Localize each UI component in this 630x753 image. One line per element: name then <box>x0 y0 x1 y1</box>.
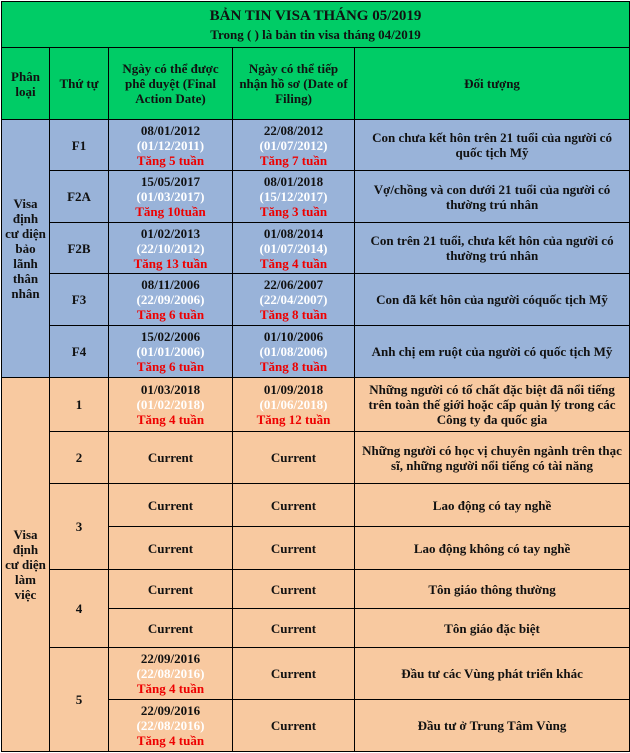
final-action-previous: (01/03/2017) <box>136 189 205 204</box>
filing-previous: (01/07/2012) <box>259 137 328 153</box>
final-action-cell <box>109 378 233 432</box>
table-row <box>2 570 630 609</box>
final-action-increase: Tăng 5 tuần <box>136 152 205 168</box>
table-row <box>2 326 630 378</box>
filing-increase: Tăng 4 tuần <box>259 255 328 271</box>
filing-cell: Current <box>233 648 355 700</box>
header-category: Phân loại <box>2 48 50 120</box>
header-final-action-date: Ngày có thể được phê duyệt (Final Action Date) <box>109 48 233 120</box>
subject-cell: Tôn giáo thông thường <box>355 570 630 609</box>
filing-cell <box>233 120 355 171</box>
subject-cell: Đầu tư các Vùng phát triển khác <box>355 648 630 700</box>
subject-cell: Vợ/chồng và con dưới 21 tuổi của người có thường trú nhân <box>355 171 630 223</box>
final-action-date: 22/09/2016 <box>140 651 201 666</box>
header-order: Thứ tự <box>50 48 109 120</box>
filing-cell <box>233 171 355 223</box>
final-action-cell <box>109 274 233 326</box>
final-action-date: 22/09/2016 <box>140 703 201 718</box>
subject-cell: Con chưa kết hôn trên 21 tuổi của người có quốc tịch Mỹ <box>355 120 630 171</box>
final-action-date: 01/03/2018 <box>140 382 201 397</box>
filing-cell <box>233 274 355 326</box>
bulletin-title: BẢN TIN VISA THÁNG 05/2019 <box>209 7 422 24</box>
filing-cell: Current <box>233 432 355 484</box>
final-action-previous: (01/02/2018) <box>136 397 205 412</box>
final-action-cell <box>109 120 233 171</box>
final-action-increase: Tăng 4 tuần <box>136 412 205 427</box>
order-cell: F3 <box>50 274 109 326</box>
filing-date: 01/09/2018 <box>263 382 324 397</box>
final-action-cell: Current <box>109 609 233 648</box>
final-action-date: 08/01/2012 <box>140 122 201 138</box>
bulletin-subtitle: Trong ( ) là bản tin visa tháng 04/2019 <box>210 26 421 42</box>
final-action-cell: Current <box>109 527 233 570</box>
filing-increase: Tăng 3 tuần <box>259 204 328 219</box>
filing-cell: Current <box>233 484 355 527</box>
filing-cell: Current <box>233 570 355 609</box>
filing-increase: Tăng 8 tuần <box>259 307 328 322</box>
subject-cell: Lao động có tay nghề <box>355 484 630 527</box>
table-row <box>2 223 630 274</box>
order-cell: 2 <box>50 432 109 484</box>
final-action-date: 15/02/2006 <box>140 329 201 344</box>
header-row <box>2 48 630 120</box>
subject-cell: Tôn giáo đặc biệt <box>355 609 630 648</box>
order-cell: F2A <box>50 171 109 223</box>
title-row <box>2 2 630 48</box>
order-cell: 5 <box>50 648 109 752</box>
final-action-cell <box>109 700 233 752</box>
table-row <box>2 274 630 326</box>
final-action-increase: Tăng 10tuần <box>135 204 206 219</box>
final-action-cell <box>109 648 233 700</box>
filing-previous: (15/12/2017) <box>259 189 328 204</box>
filing-increase: Tăng 8 tuần <box>259 359 328 374</box>
subject-cell: Lao động không có tay nghề <box>355 527 630 570</box>
subject-cell: Con trên 21 tuổi, chưa kết hôn của người có thường trú nhân <box>355 223 630 274</box>
filing-previous: (01/06/2018) <box>259 397 328 412</box>
final-action-previous: (01/01/2006) <box>136 344 205 359</box>
filing-date: 22/08/2012 <box>263 122 324 138</box>
filing-cell: Current <box>233 700 355 752</box>
filing-date: 01/08/2014 <box>263 225 324 241</box>
subject-cell: Anh chị em ruột của người có quốc tịch Mỹ <box>355 326 630 378</box>
final-action-previous: (22/10/2012) <box>136 240 205 256</box>
header-subject: Đối tượng <box>355 48 630 120</box>
final-action-date: 15/05/2017 <box>140 174 201 189</box>
final-action-cell: Current <box>109 570 233 609</box>
order-cell: F2B <box>50 223 109 274</box>
subject-cell: Con đã kết hôn của người cóquốc tịch Mỹ <box>355 274 630 326</box>
header-date-of-filing: Ngày có thể tiếp nhận hồ sơ (Date of Filing) <box>233 48 355 120</box>
final-action-cell <box>109 171 233 223</box>
subject-cell: Những người có học vị chuyên ngành trên thạc sĩ, những người nổi tiếng có tài năng <box>355 432 630 484</box>
category-employment: Visa định cư diện làm việc <box>2 378 50 752</box>
filing-previous: (01/08/2006) <box>259 344 328 359</box>
final-action-increase: Tăng 13 tuần <box>133 255 208 271</box>
filing-cell <box>233 326 355 378</box>
table-row <box>2 484 630 527</box>
final-action-previous: (22/09/2006) <box>136 292 205 307</box>
final-action-increase: Tăng 6 tuần <box>136 359 205 374</box>
filing-increase: Tăng 7 tuần <box>259 152 328 168</box>
table-row <box>2 648 630 700</box>
final-action-increase: Tăng 6 tuần <box>136 307 205 322</box>
filing-cell: Current <box>233 527 355 570</box>
final-action-previous: (22/08/2016) <box>136 666 205 681</box>
final-action-previous: (22/08/2016) <box>136 718 205 733</box>
final-action-cell <box>109 223 233 274</box>
table-row <box>2 432 630 484</box>
filing-previous: (01/07/2014) <box>259 240 328 256</box>
table-row <box>2 378 630 432</box>
final-action-cell <box>109 326 233 378</box>
order-cell: 4 <box>50 570 109 648</box>
order-cell: 3 <box>50 484 109 570</box>
category-family: Visa định cư diện bảo lãnh thân nhân <box>2 120 50 378</box>
final-action-cell: Current <box>109 484 233 527</box>
final-action-increase: Tăng 4 tuần <box>136 681 205 696</box>
order-cell: F1 <box>50 120 109 171</box>
filing-previous: (22/04/2007) <box>259 292 328 307</box>
title-cell <box>2 2 630 48</box>
table-row <box>2 120 630 171</box>
filing-cell <box>233 223 355 274</box>
filing-date: 22/06/2007 <box>263 277 324 292</box>
subject-cell: Những người có tố chất đặc biệt đã nổi tiếng trên toàn thế giới hoặc cấp quản lý trong các Công ty đa quốc gia <box>355 378 630 432</box>
visa-bulletin-table <box>1 1 630 752</box>
filing-cell: Current <box>233 609 355 648</box>
final-action-increase: Tăng 4 tuần <box>136 733 205 748</box>
filing-cell <box>233 378 355 432</box>
final-action-previous: (01/12/2011) <box>136 137 205 153</box>
order-cell: F4 <box>50 326 109 378</box>
filing-increase: Tăng 12 tuần <box>256 412 331 427</box>
final-action-date: 08/11/2006 <box>141 277 200 292</box>
final-action-cell: Current <box>109 432 233 484</box>
final-action-date: 01/02/2013 <box>140 225 201 241</box>
subject-cell: Đầu tư ở Trung Tâm Vùng <box>355 700 630 752</box>
order-cell: 1 <box>50 378 109 432</box>
table-row <box>2 171 630 223</box>
filing-date: 01/10/2006 <box>263 329 324 344</box>
filing-date: 08/01/2018 <box>263 174 324 189</box>
